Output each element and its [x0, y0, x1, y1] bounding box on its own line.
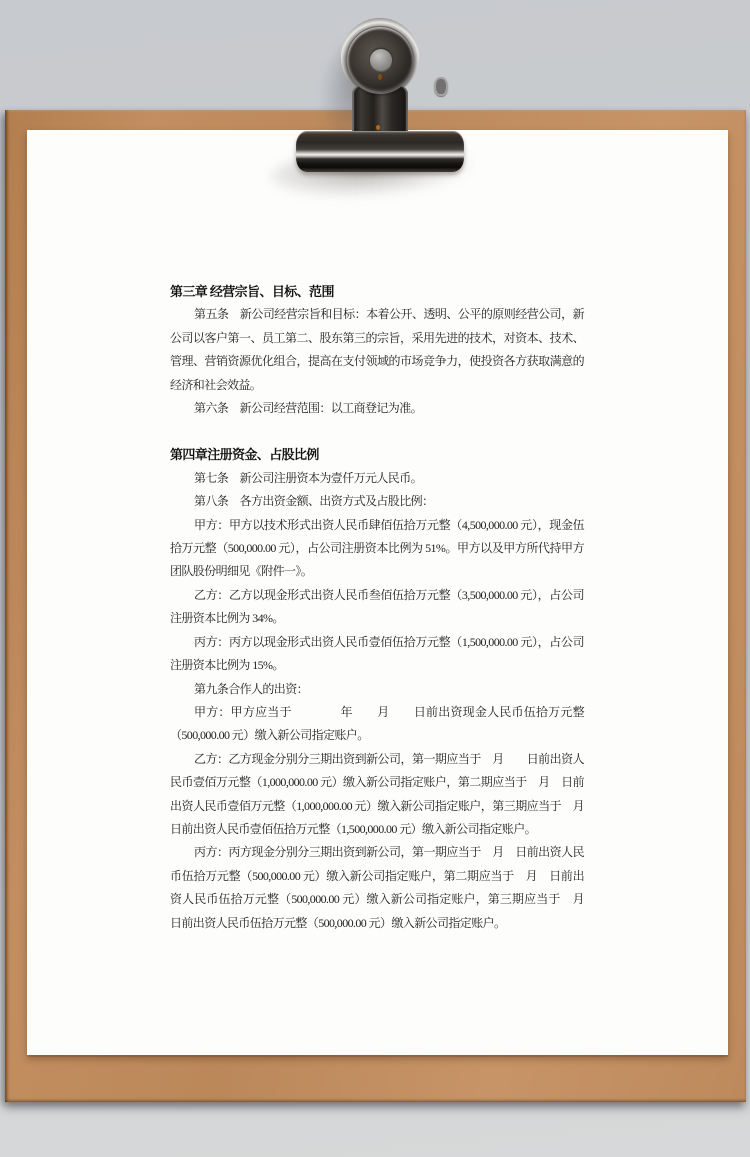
clip-jaw-bar: [296, 131, 464, 172]
clip-hole: [370, 49, 392, 71]
chapter-4-heading: 第四章注册资金、占股比例: [170, 447, 319, 463]
chapter-3-heading: 第三章 经营宗旨、目标、范围: [170, 284, 334, 299]
doc-paragraph-article-5: 第五条 新公司经营宗旨和目标：本着公开、透明、公平的原则经营公司，新公司以客户第一、员工第二、股东第三的宗旨，采用先进的技术，对资本、技术、管理、营销资源优化组合，提高在支付领域的市场竞争力，使投资各方获取满意的经济和社会效益。: [170, 307, 584, 392]
doc-paragraph-party-a-contribution: 甲方：甲方以技术形式出资人民币肆佰伍拾万元整（4,500,000.00 元），现金伍拾万元整（500,000.00 元），占公司注册资本比例为 51%。甲方以及甲方所代持甲方团队股份明细见《附件一》。: [170, 517, 584, 579]
doc-paragraph-party-a-schedule: 甲方：甲方应当于 年 月 日前出资现金人民币伍拾万元整（500,000.00 元）缴入新公司指定账户。: [170, 704, 584, 743]
doc-paragraph-party-b-schedule: 乙方：乙方现金分别分三期出资到新公司，第一期应当于 月 日前出资人民币壹佰万元整（1,000,000.00 元）缴入新公司指定账户，第二期应当于 月 日前出资人民币壹佰万元整（1,000,000.00 元）缴入新公司指定账户，第三期应当于 月 日前出资人民币壹佰伍拾万元整（1,500,000.00 元）缴入新公司指定账户。: [170, 751, 596, 836]
doc-paragraph-article-7: 第七条 新公司注册资本为壹仟万元人民币。: [194, 470, 423, 485]
doc-paragraph-article-8: 第八条 各方出资金额、出资方式及占股比例：: [194, 494, 434, 509]
doc-paragraph-party-c-schedule: 丙方：丙方现金分别分三期出资到新公司，第一期应当于 月 日前出资人民币伍拾万元整（500,000.00 元）缴入新公司指定账户，第二期应当于 月 日前出资人民币伍拾万元整（500,000.00 元）缴入新公司指定账户，第三期应当于 月 日前出资人民币伍拾万元整（500,000.00 元）缴入新公司指定账户。: [170, 845, 596, 930]
doc-paragraph-party-b-contribution: 乙方：乙方以现金形式出资人民币叁佰伍拾万元整（3,500,000.00 元），占公司注册资本比例为 34%。: [170, 587, 584, 626]
document-paper: [27, 130, 728, 1055]
doc-paragraph-article-9: 第九条合作人的出资：: [194, 681, 309, 696]
doc-paragraph-party-c-contribution: 丙方：丙方以现金形式出资人民币壹佰伍拾万元整（1,500,000.00 元），占公司注册资本比例为 15%。: [170, 634, 584, 673]
clip-latch-icon: [434, 77, 448, 96]
doc-paragraph-article-6: 第六条 新公司经营范围：以工商登记为准。: [194, 401, 423, 416]
document-body: [170, 280, 596, 935]
clip-spring-head: [346, 26, 414, 94]
